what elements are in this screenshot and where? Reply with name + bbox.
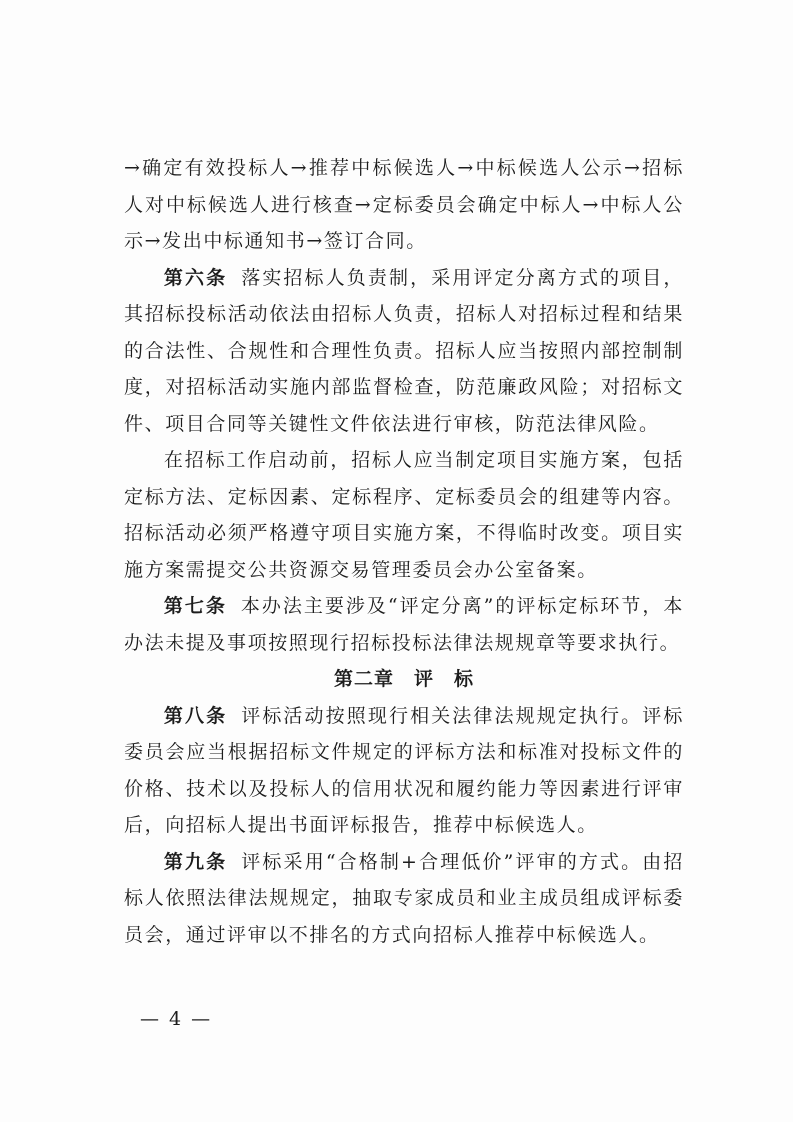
- paragraph-implementation-plan: [124, 442, 684, 588]
- paragraph-procedure-continuation: [124, 150, 684, 260]
- article-7: [124, 588, 684, 661]
- article-9-title: 第九条: [163, 850, 228, 873]
- chapter-heading: 第二章 评 标: [333, 668, 474, 690]
- document-body: [124, 150, 684, 953]
- article-8-title: 第八条: [163, 704, 228, 727]
- article-8-text: 评标活动按照现行相关法律法规规定执行。评标委员会应当根据招标文件规定的评标方法和标准对投标文件的价格、技术以及投标人的信用状况和履约能力等因素进行评审后，向招标人提出书面评标报告，推荐中标候选人。: [124, 704, 684, 836]
- article-7-title: 第七条: [163, 595, 227, 617]
- procedure-text: →确定有效投标人→推荐中标候选人→中标候选人公示→招标人对中标候选人进行核查→定标委员会确定中标人→中标人公示→发出中标通知书→签订合同。: [124, 157, 684, 252]
- article-6-title: 第六条: [163, 266, 228, 289]
- implementation-plan-text: 在招标工作启动前，招标人应当制定项目实施方案，包括定标方法、定标因素、定标程序、定标委员会的组建等内容。招标活动必须严格遵守项目实施方案，不得临时改变。项目实施方案需提交公共资源交易管理委员会办公室备案。: [124, 449, 684, 581]
- article-9-text: 评标采用“合格制+合理低价”评审的方式。由招标人依照法律法规规定，抽取专家成员和业主成员组成评标委员会，通过评审以不排名的方式向招标人推荐中标候选人。: [124, 850, 684, 946]
- article-6-text: 落实招标人负责制，采用评定分离方式的项目，其招标投标活动依法由招标人负责，招标人对招标过程和结果的合法性、合规性和合理性负责。招标人应当按照内部控制制度，对招标活动实施内部监督检查，防范廉政风险；对招标文件、项目合同等关键性文件依法进行审核，防范法律风险。: [124, 266, 684, 435]
- page-number: — 4 —: [140, 1008, 213, 1030]
- article-6: [124, 260, 684, 443]
- article-9: [124, 844, 684, 954]
- article-7-text: 本办法主要涉及“评定分离”的评标定标环节，本办法未提及事项按照现行招标投标法律法规规章等要求执行。: [124, 595, 684, 654]
- article-8: [124, 698, 684, 844]
